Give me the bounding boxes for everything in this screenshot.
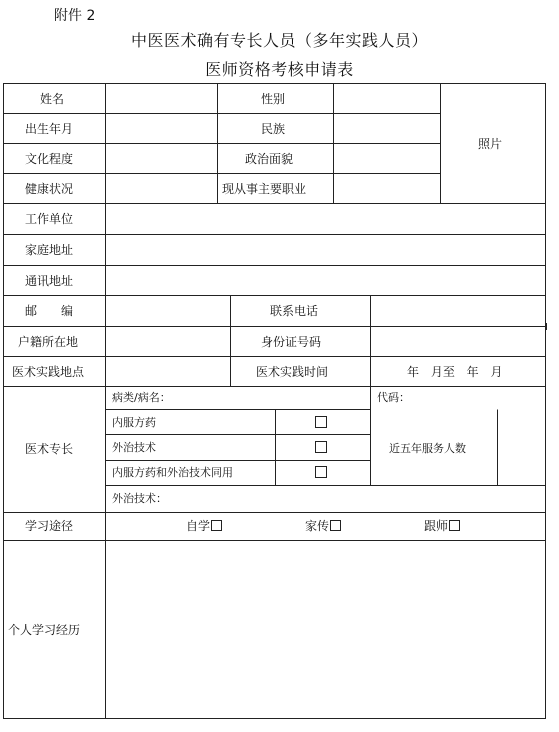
option-oral-medicine: 内服方药 xyxy=(112,416,156,429)
practice-place-label: 医术实践地点 xyxy=(12,365,85,379)
hukou-label: 户籍所在地 xyxy=(18,335,79,349)
learning-option-family: 家传 xyxy=(305,520,341,532)
service-count-label: 近五年服务人数 xyxy=(389,442,466,455)
checkbox-combined[interactable] xyxy=(315,466,327,478)
birth-label: 出生年月 xyxy=(25,122,74,136)
education-label: 文化程度 xyxy=(25,152,74,166)
disease-category-label: 病类/病名： xyxy=(112,391,171,404)
ethnicity-label: 民族 xyxy=(261,122,286,136)
code-label: 代码： xyxy=(377,391,410,404)
checkbox-external-technique[interactable] xyxy=(315,441,327,453)
learning-path-label: 学习途径 xyxy=(25,519,74,533)
home-address-label: 家庭地址 xyxy=(25,243,74,257)
checkbox-family[interactable] xyxy=(330,520,341,531)
gender-label: 性别 xyxy=(261,92,286,106)
workplace-label: 工作单位 xyxy=(25,212,74,226)
form-subtitle: 医师资格考核申请表 xyxy=(205,60,354,79)
phone-label: 联系电话 xyxy=(270,304,319,318)
health-label: 健康状况 xyxy=(25,182,74,196)
attachment-label: 附件 2 xyxy=(54,8,96,24)
option-external-technique: 外治技术 xyxy=(112,441,156,454)
checkbox-mentor[interactable] xyxy=(449,520,460,531)
photo-label: 照片 xyxy=(478,137,503,151)
practice-time-label: 医术实践时间 xyxy=(256,365,329,379)
checkbox-oral-medicine[interactable] xyxy=(315,416,327,428)
expertise-label: 医术专长 xyxy=(25,442,74,456)
external-technique-label: 外治技术： xyxy=(112,492,167,505)
practice-time-value: 年 月至 年 月 xyxy=(407,365,503,379)
form-title: 中医医术确有专长人员（多年实践人员） xyxy=(130,31,428,50)
learning-option-mentor: 跟师 xyxy=(424,520,460,532)
id-number-label: 身份证号码 xyxy=(261,335,322,349)
postcode-label: 邮 编 xyxy=(25,304,74,318)
study-history-label: 个人学习经历 xyxy=(8,623,81,637)
name-label: 姓名 xyxy=(40,92,65,106)
mail-address-label: 通讯地址 xyxy=(25,274,74,288)
learning-option-self: 自学 xyxy=(186,520,222,532)
occupation-label: 现从事主要职业 xyxy=(222,182,307,196)
political-status-label: 政治面貌 xyxy=(245,152,294,166)
option-combined: 内服方药和外治技术同用 xyxy=(112,466,233,479)
checkbox-self-study[interactable] xyxy=(211,520,222,531)
